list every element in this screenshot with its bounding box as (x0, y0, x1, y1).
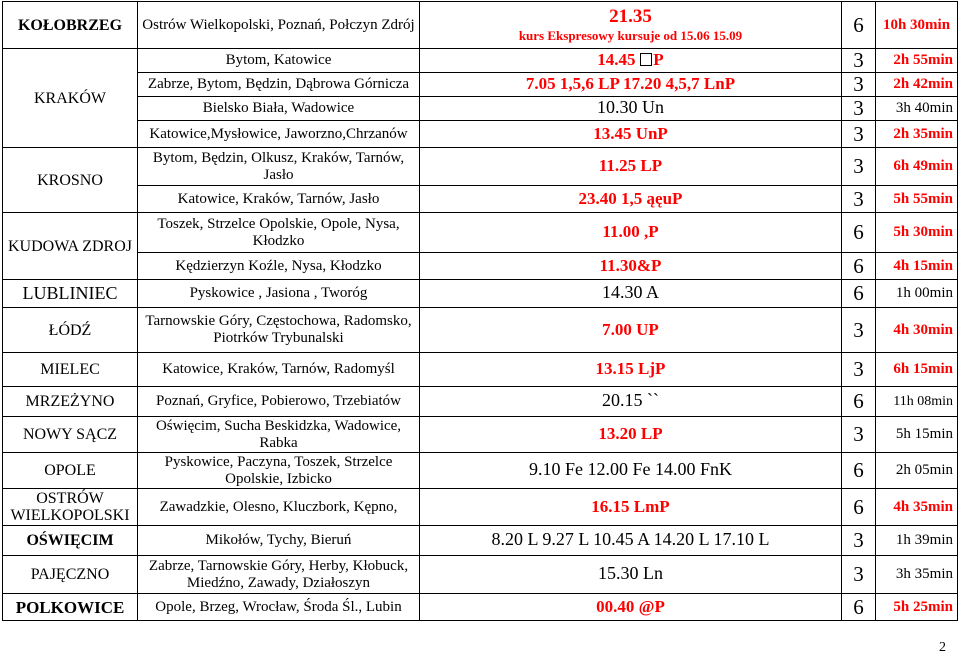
duration: 4h 35min (876, 489, 958, 526)
departure-time: 23.40 1,5 ąęuP (578, 188, 683, 208)
departure (420, 213, 842, 253)
via-stops: Zabrze, Bytom, Będzin, Dąbrowa Górnicza (138, 73, 420, 97)
duration: 10h 30min (876, 2, 958, 49)
destination: ŁÓDŹ (3, 308, 138, 353)
destination: POLKOWICE (3, 594, 138, 621)
table-row (3, 97, 958, 121)
via-stops: Zabrze, Tarnowskie Góry, Herby, Kłobuck, Miedźno, Zawady, Działoszyn (138, 556, 420, 594)
days-code: 3 (842, 148, 876, 186)
via-stops: Bytom, Będzin, Olkusz, Kraków, Tarnów, Jasło (138, 148, 420, 186)
departure-time: 11.30&P (599, 255, 662, 275)
days-code: 6 (842, 489, 876, 526)
duration: 4h 30min (876, 308, 958, 353)
table-row (3, 489, 958, 526)
duration: 1h 00min (876, 280, 958, 308)
departure (420, 489, 842, 526)
departure (420, 73, 842, 97)
via-stops: Poznań, Gryfice, Pobierowo, Trzebiatów (138, 387, 420, 417)
table-row (3, 121, 958, 148)
days-code: 6 (842, 253, 876, 280)
via-stops: Zawadzkie, Olesno, Kluczbork, Kępno, (138, 489, 420, 526)
days-code: 3 (842, 417, 876, 453)
duration: 2h 42min (876, 73, 958, 97)
timetable-table (2, 1, 958, 621)
departure-time: 7.05 1,5,6 LP 17.20 4,5,7 LnP (525, 74, 736, 93)
days-code: 3 (842, 73, 876, 97)
departure (420, 556, 842, 594)
departure-code: P (653, 50, 664, 69)
via-stops: Pyskowice, Paczyna, Toszek, Strzelce Opolskie, Izbicko (138, 453, 420, 489)
departure-time: 10.30 Un (597, 97, 664, 117)
departure (420, 417, 842, 453)
departure-time: 21.35 (609, 5, 652, 27)
departure-time: 20.15 `` (602, 390, 659, 410)
days-code: 3 (842, 556, 876, 594)
via-stops: Bielsko Biała, Wadowice (138, 97, 420, 121)
departure-time: 14.30 A (601, 282, 659, 302)
table-row (3, 2, 958, 49)
departure (420, 353, 842, 387)
departure-time: 9.10 Fe 12.00 Fe 14.00 FnK (528, 459, 732, 479)
days-code: 3 (842, 353, 876, 387)
table-row (3, 148, 958, 186)
destination: MIELEC (3, 353, 138, 387)
duration: 6h 15min (876, 353, 958, 387)
days-code: 3 (842, 121, 876, 148)
destination: KOŁOBRZEG (3, 2, 138, 49)
departure (420, 97, 842, 121)
table-row (3, 253, 958, 280)
duration: 3h 35min (876, 556, 958, 594)
departure (420, 2, 842, 49)
departure-time: 8.20 L 9.27 L 10.45 A 14.20 L 17.10 L (491, 529, 770, 549)
departure (420, 49, 842, 73)
via-stops: Katowice, Kraków, Tarnów, Radomyśl (138, 353, 420, 387)
days-code: 6 (842, 213, 876, 253)
table-row (3, 526, 958, 556)
days-code: 3 (842, 49, 876, 73)
departure (420, 526, 842, 556)
table-row (3, 417, 958, 453)
table-row (3, 556, 958, 594)
via-stops: Oświęcim, Sucha Beskidzka, Wadowice, Rabka (138, 417, 420, 453)
destination: PAJĘCZNO (3, 556, 138, 594)
duration: 5h 55min (876, 186, 958, 213)
duration: 2h 55min (876, 49, 958, 73)
days-code: 6 (842, 387, 876, 417)
square-symbol-icon (640, 53, 652, 66)
departure-time: 11.00 ,P (602, 222, 659, 241)
via-stops: Kędzierzyn Koźle, Nysa, Kłodzko (138, 253, 420, 280)
via-stops: Toszek, Strzelce Opolskie, Opole, Nysa, Kłodzko (138, 213, 420, 253)
table-row (3, 387, 958, 417)
table-row (3, 280, 958, 308)
departure-time: 15.30 Ln (598, 563, 663, 583)
table-row (3, 453, 958, 489)
destination: KROSNO (3, 148, 138, 213)
departure-time: 13.15 LjP (595, 359, 666, 378)
via-stops: Pyskowice , Jasiona , Tworóg (138, 280, 420, 308)
destination: KUDOWA ZDROJ (3, 213, 138, 280)
days-code: 6 (842, 453, 876, 489)
departure-time: 14.45 (597, 50, 636, 69)
duration: 11h 08min (876, 387, 958, 417)
days-code: 3 (842, 526, 876, 556)
destination: KRAKÓW (3, 49, 138, 148)
departure (420, 453, 842, 489)
duration: 1h 39min (876, 526, 958, 556)
days-code: 3 (842, 308, 876, 353)
duration: 5h 25min (876, 594, 958, 621)
departure-time: 13.20 LP (598, 424, 663, 443)
destination: OŚWIĘCIM (3, 526, 138, 556)
table-row (3, 308, 958, 353)
via-stops: Katowice, Kraków, Tarnów, Jasło (138, 186, 420, 213)
duration: 2h 35min (876, 121, 958, 148)
table-row (3, 186, 958, 213)
table-row (3, 49, 958, 73)
departure-time: 00.40 @P (596, 596, 665, 616)
table-row (3, 73, 958, 97)
departure (420, 186, 842, 213)
destination: OSTRÓW WIELKOPOLSKI (3, 489, 138, 526)
days-code: 6 (842, 280, 876, 308)
days-code: 6 (842, 594, 876, 621)
duration: 3h 40min (876, 97, 958, 121)
departure (420, 594, 842, 621)
duration: 4h 15min (876, 253, 958, 280)
departure (420, 121, 842, 148)
via-stops: Bytom, Katowice (138, 49, 420, 73)
via-stops: Tarnowskie Góry, Częstochowa, Radomsko, Piotrków Trybunalski (138, 308, 420, 353)
destination: NOWY SĄCZ (3, 417, 138, 453)
departure (420, 387, 842, 417)
destination: MRZEŻYNO (3, 387, 138, 417)
destination: OPOLE (3, 453, 138, 489)
page-number: 2 (939, 640, 946, 655)
timetable (2, 1, 957, 621)
departure-time: 7.00 UP (602, 319, 659, 339)
duration: 5h 15min (876, 417, 958, 453)
via-stops: Opole, Brzeg, Wrocław, Środa Śl., Lubin (138, 594, 420, 621)
departure-time: 11.25 LP (598, 156, 663, 175)
duration: 5h 30min (876, 213, 958, 253)
departure-time: 16.15 LmP (591, 496, 670, 516)
duration: 6h 49min (876, 148, 958, 186)
departure-time: 13.45 UnP (593, 123, 668, 143)
duration: 2h 05min (876, 453, 958, 489)
via-stops: Ostrów Wielkopolski, Poznań, Połczyn Zdrój (138, 2, 420, 49)
days-code: 3 (842, 97, 876, 121)
table-row (3, 353, 958, 387)
departure-note: kurs Ekspresowy kursuje od 15.06 15.09 (518, 27, 743, 43)
table-row (3, 594, 958, 621)
departure (420, 280, 842, 308)
via-stops: Mikołów, Tychy, Bieruń (138, 526, 420, 556)
days-code: 3 (842, 186, 876, 213)
departure (420, 148, 842, 186)
departure (420, 253, 842, 280)
departure (420, 308, 842, 353)
table-row (3, 213, 958, 253)
via-stops: Katowice,Mysłowice, Jaworzno,Chrzanów (138, 121, 420, 148)
days-code: 6 (842, 2, 876, 49)
destination: LUBLINIEC (3, 280, 138, 308)
